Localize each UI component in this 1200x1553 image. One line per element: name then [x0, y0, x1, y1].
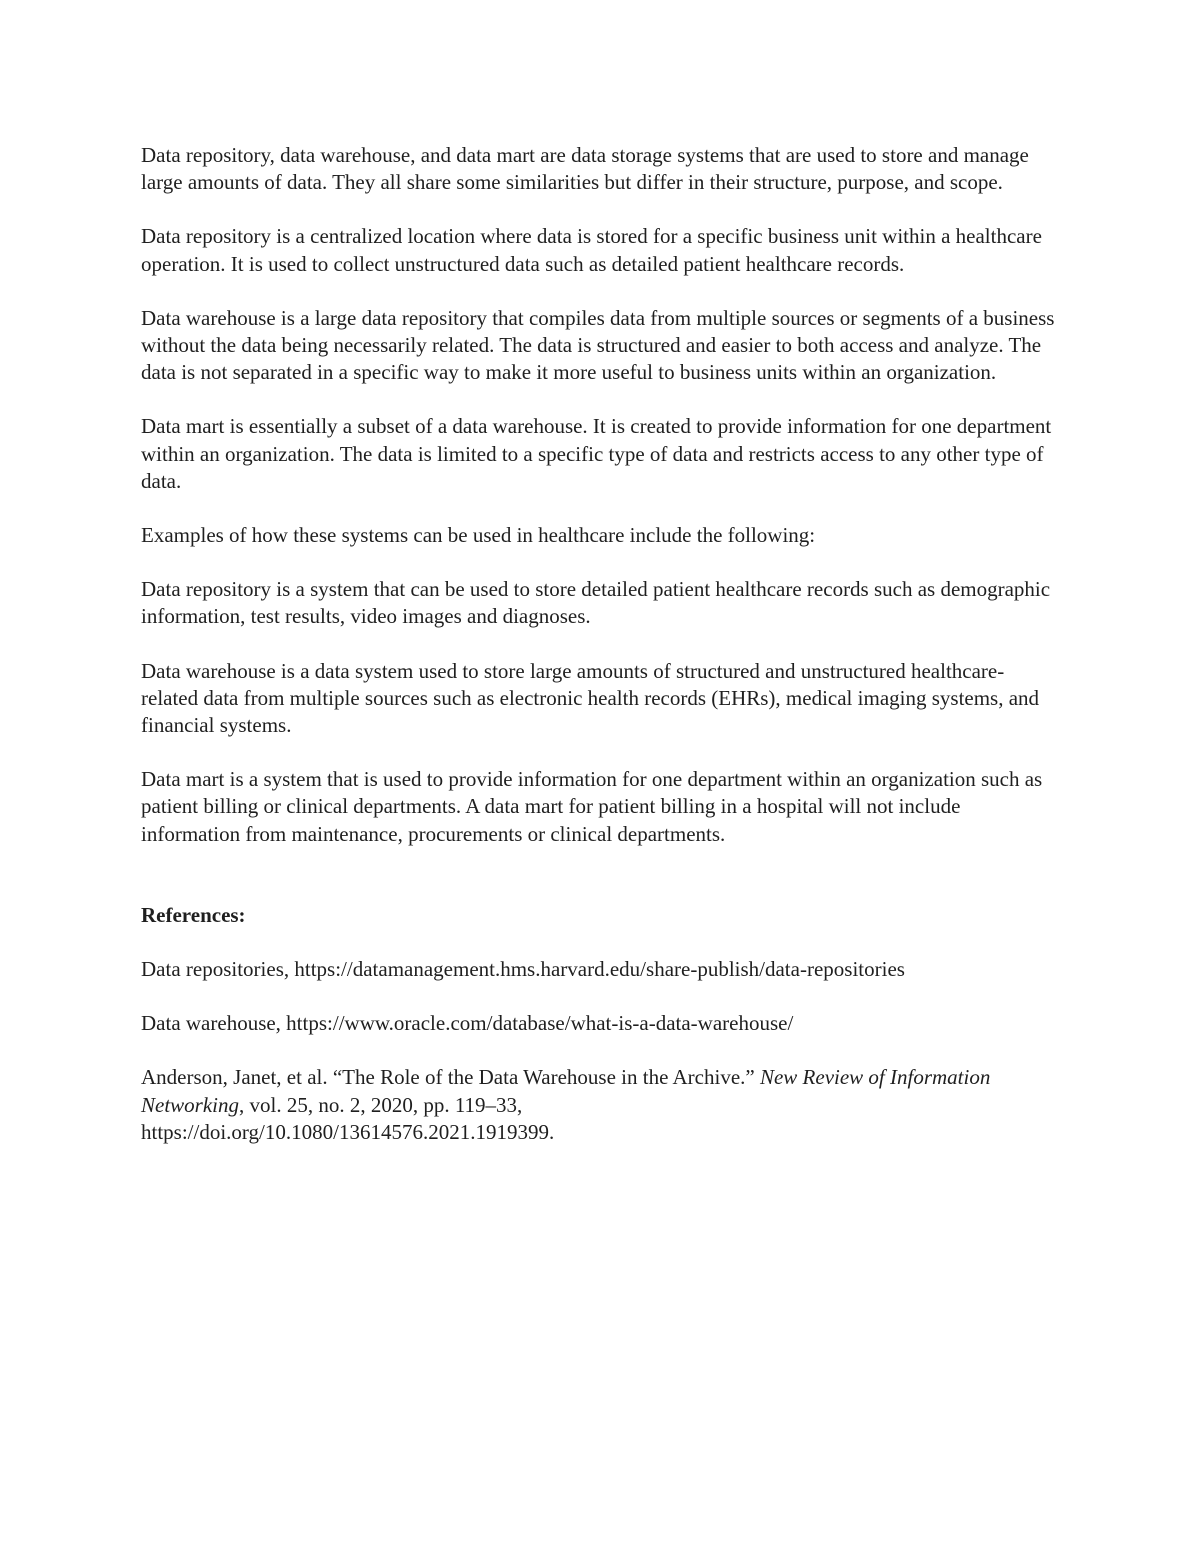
examples-intro: Examples of how these systems can be used in healthcare include the following: [141, 523, 816, 548]
references-heading: References: [141, 902, 246, 927]
data-warehouse-example: Data warehouse is a data system used to store large amounts of structured and unstructured healthcare-related data from multiple sources such as electronic health records (EHRs), medical imaging systems, and financial systems. [141, 658, 1040, 738]
reference-doi: https://doi.org/10.1080/13614576.2021.1919399. [141, 1119, 555, 1144]
intro-paragraph: Data repository, data warehouse, and data mart are data storage systems that are used to store and manage large amounts of data. They all share some similarities but differ in their structure, purpose, and scope. [141, 143, 1029, 195]
reference-item: Data repositories, https://datamanagement.hms.harvard.edu/share-publish/data-repositories [141, 957, 905, 982]
data-repository-example: Data repository is a system that can be used to store detailed patient healthcare records such as demographic information, test results, video images and diagnoses. [141, 577, 1051, 629]
data-mart-definition: Data mart is essentially a subset of a data warehouse. It is created to provide information for one department within an organization. The data is limited to a specific type of data and restricts access to any other type of data. [141, 414, 1052, 493]
data-mart-example: Data mart is a system that is used to provide information for one department within an organization such as patient billing or clinical departments. A data mart for patient billing in a hospital will not include information from maintenance, procurements or clinical departments. [141, 767, 1043, 846]
data-warehouse-definition: Data warehouse is a large data repository that compiles data from multiple sources or segments of a business without the data being necessarily related. The data is structured and easier to both access and analyze. The data is not separated in a specific way to make it more useful to business units within an organization. [141, 305, 1055, 385]
reference-item: Data warehouse, https://www.oracle.com/database/what-is-a-data-warehouse/ [141, 1011, 794, 1036]
reference-details: , vol. 25, no. 2, 2020, pp. 119–33, [239, 1092, 523, 1117]
data-repository-definition: Data repository is a centralized location where data is stored for a specific business unit within a healthcare operation. It is used to collect unstructured data such as detailed patient healthcare records. [141, 224, 1042, 276]
document-page [141, 142, 1061, 1173]
reference-item [141, 1064, 1061, 1146]
reference-journal: New Review of Information Networking [141, 1065, 991, 1117]
reference-prefix: Anderson, Janet, et al. “The Role of the Data Warehouse in the Archive.” [141, 1065, 760, 1090]
